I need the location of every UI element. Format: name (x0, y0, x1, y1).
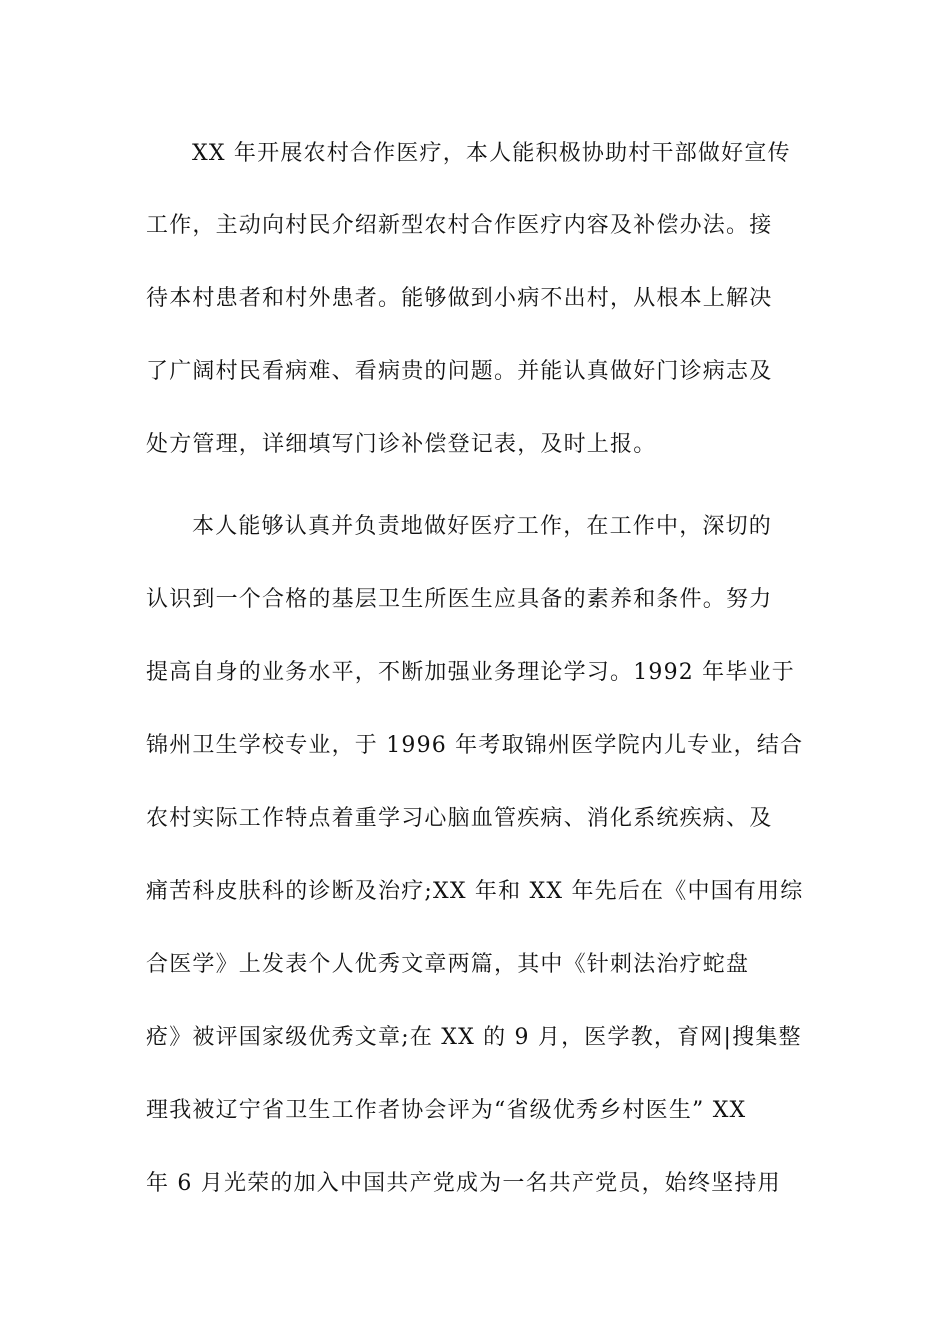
paragraph-1-line-3: 待本村患者和村外患者。能够做到小病不出村，从根本上解决 (146, 286, 773, 311)
paragraph-1-line-2: 工作，主动向村民介绍新型农村合作医疗内容及补偿办法。接 (146, 213, 773, 238)
paragraph-2-line-6: 痛苦科皮肤科的诊断及治疗;XX 年和 XX 年先后在《中国有用综 (146, 879, 804, 904)
paragraph-2-line-10: 年 6 月光荣的加入中国共产党成为一名共产党员，始终坚持用 (146, 1171, 781, 1196)
paragraph-2-line-4: 锦州卫生学校专业，于 1996 年考取锦州医学院内儿专业，结合 (146, 733, 804, 758)
paragraph-1-line-5: 处方管理，详细填写门诊补偿登记表，及时上报。 (146, 432, 657, 457)
paragraph-2-line-3: 提高自身的业务水平，不断加强业务理论学习。1992 年毕业于 (146, 660, 795, 685)
paragraph-1-line-4: 了广阔村民看病难、看病贵的问题。并能认真做好门诊病志及 (146, 359, 773, 384)
paragraph-2-line-5: 农村实际工作特点着重学习心脑血管疾病、消化系统疾病、及 (146, 806, 773, 831)
paragraph-2-line-1: 本人能够认真并负责地做好医疗工作，在工作中，深切的 (192, 514, 773, 539)
paragraph-2-line-2: 认识到一个合格的基层卫生所医生应具备的素养和条件。努力 (146, 587, 773, 612)
paragraph-2-line-8: 疮》被评国家级优秀文章;在 XX 的 9 月，医学教，育网|搜集整 (146, 1025, 802, 1050)
paragraph-1-line-1: XX 年开展农村合作医疗，本人能积极协助村干部做好宣传 (192, 141, 791, 166)
paragraph-2-line-7: 合医学》上发表个人优秀文章两篇，其中《针刺法治疗蛇盘 (146, 952, 750, 977)
paragraph-2-line-9: 理我被辽宁省卫生工作者协会评为“省级优秀乡村医生” XX (146, 1098, 747, 1123)
